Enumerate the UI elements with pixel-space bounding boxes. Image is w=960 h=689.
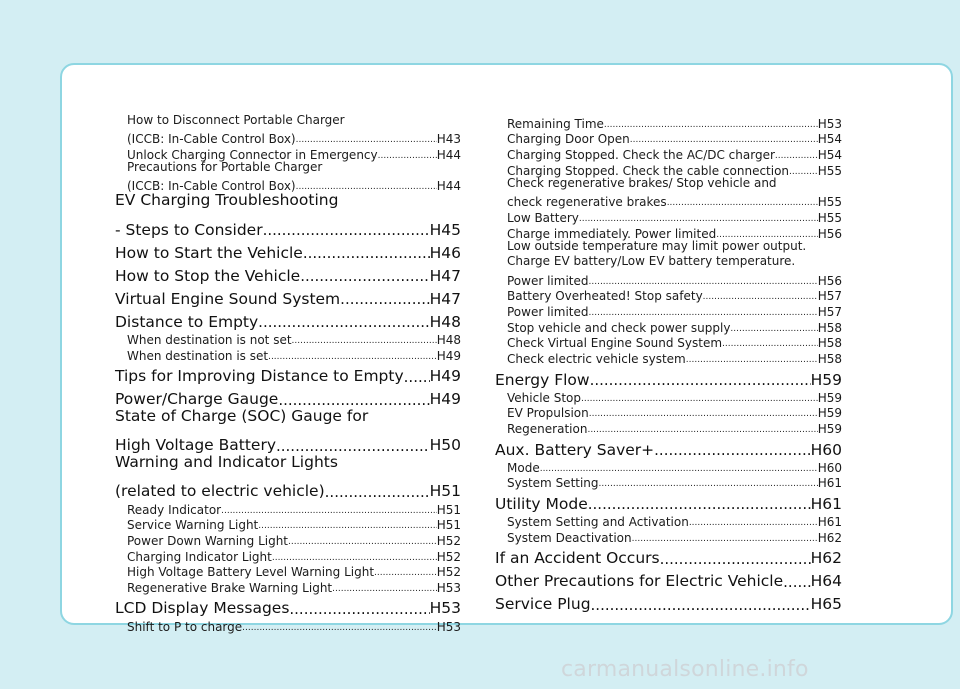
toc-dot-leader	[303, 246, 430, 261]
toc-entry-title: Aux. Battery Saver+	[495, 440, 655, 459]
toc-subsection-entry	[115, 161, 461, 177]
toc-page-number: H45	[429, 220, 461, 239]
toc-dot-leader	[632, 535, 818, 544]
toc-entry-title: When destination is set	[127, 348, 269, 363]
toc-subsection-entry	[495, 318, 842, 334]
toc-subsection-entry	[495, 458, 842, 474]
toc-dot-leader	[378, 152, 437, 161]
toc-page-number: H44	[436, 148, 461, 163]
toc-dot-leader	[589, 410, 818, 419]
watermark-text: carmanualsonline.info	[561, 657, 809, 682]
toc-dot-leader	[325, 485, 430, 500]
toc-page-number: H60	[817, 460, 842, 475]
toc-subsection-entry	[495, 287, 842, 303]
toc-entry-title: Warning and Indicator Lights	[115, 452, 338, 471]
toc-page-number: H57	[817, 289, 842, 304]
toc-page-number: H56	[817, 273, 842, 288]
toc-page-number: H55	[817, 163, 842, 178]
toc-subsection-entry	[495, 388, 842, 404]
toc-subsection-entry	[115, 547, 461, 563]
toc-page-number: H50	[429, 436, 461, 455]
toc-subsection-entry	[115, 114, 461, 130]
toc-entry-title: Charge EV battery/Low EV battery temperature.	[507, 254, 796, 269]
toc-page-number: H49	[436, 348, 461, 363]
toc-entry-title: Stop vehicle and check power supply	[507, 320, 731, 335]
toc-page-number: H48	[436, 333, 461, 348]
toc-subsection-entry	[495, 419, 842, 435]
toc-subsection-entry	[115, 563, 461, 579]
toc-subsection-entry	[495, 224, 842, 240]
toc-dot-leader	[288, 538, 437, 547]
toc-subsection-entry	[495, 177, 842, 193]
toc-subsection-entry	[495, 302, 842, 318]
toc-entry-title: Check electric vehicle system	[507, 352, 686, 366]
toc-page-number: H62	[810, 549, 842, 568]
toc-entry-title: State of Charge (SOC) Gauge for	[115, 406, 369, 425]
toc-entry-title: High Voltage Battery Level Warning Light	[127, 565, 375, 580]
toc-subsection-entry	[495, 512, 842, 528]
toc-dot-leader	[589, 278, 818, 287]
toc-dot-leader	[296, 136, 437, 145]
toc-entry-title: Check regenerative brakes/ Stop vehicle and	[507, 175, 777, 190]
toc-dot-leader	[604, 121, 818, 130]
toc-entry-title: Tips for Improving Distance to Empty	[115, 367, 404, 386]
toc-entry-title: How to Start the Vehicle	[115, 243, 303, 262]
toc-entry-title: Regenerative Brake Warning Light	[127, 580, 333, 595]
toc-page-number: H58	[817, 320, 842, 335]
toc-subsection-entry	[495, 145, 842, 161]
toc-subsection-entry	[115, 177, 461, 193]
toc-entry-title: Virtual Engine Sound System	[115, 289, 341, 308]
toc-dot-leader	[722, 340, 818, 349]
toc-page-number: H64	[810, 572, 842, 591]
toc-page-number: H53	[436, 619, 461, 634]
toc-page-number: H61	[817, 515, 842, 530]
toc-page-number: H54	[817, 148, 842, 163]
toc-entry-title: Other Precautions for Electric Vehicle	[495, 572, 784, 591]
toc-dot-leader	[730, 325, 817, 334]
toc-entry-title: Energy Flow	[495, 370, 590, 389]
toc-page-number: H47	[429, 289, 461, 308]
toc-page-number: H56	[817, 226, 842, 241]
toc-entry-title: Ready Indicator	[127, 502, 222, 517]
toc-right-column	[495, 114, 842, 613]
toc-page-number: H65	[810, 595, 842, 614]
toc-left-column	[115, 114, 461, 633]
toc-page-number: H52	[436, 565, 461, 580]
toc-subsection-entry	[495, 334, 842, 350]
toc-page-number: H44	[436, 179, 461, 194]
toc-page-number: H49	[429, 367, 461, 386]
toc-entry-title: Remaining Time	[507, 116, 604, 131]
toc-entry-title: Charge immediately. Power limited	[507, 226, 717, 241]
toc-subsection-entry	[495, 255, 842, 271]
toc-page-number: H59	[817, 406, 842, 421]
toc-section-entry	[495, 365, 842, 388]
toc-section-entry	[495, 435, 842, 458]
toc-dot-leader	[258, 315, 429, 330]
toc-dot-leader	[783, 575, 810, 590]
toc-page-number: H53	[436, 580, 461, 595]
toc-entry-title: LCD Display Messages	[115, 599, 290, 618]
toc-entry-title: EV Propulsion	[507, 406, 589, 421]
toc-page-number: H51	[436, 502, 461, 517]
toc-dot-leader	[588, 497, 811, 512]
toc-section-entry	[115, 408, 461, 431]
toc-page-number: H59	[817, 422, 842, 437]
toc-page-number: H61	[810, 494, 842, 513]
toc-page-number: H57	[817, 304, 842, 319]
toc-page-number: H52	[436, 533, 461, 548]
toc-dot-leader	[579, 215, 818, 224]
toc-dot-leader	[581, 395, 818, 404]
toc-page-number: H51	[429, 482, 461, 501]
toc-subsection-entry	[495, 192, 842, 208]
toc-entry-title: Battery Overheated! Stop safety	[507, 289, 703, 304]
toc-entry-title: System Setting	[507, 476, 599, 491]
toc-dot-leader	[689, 519, 818, 528]
toc-subsection-entry	[115, 130, 461, 146]
toc-entry-title: System Setting and Activation	[507, 515, 689, 530]
toc-dot-leader	[276, 439, 430, 454]
toc-subsection-entry	[115, 617, 461, 633]
toc-page-number: H51	[436, 518, 461, 533]
toc-subsection-entry	[115, 145, 461, 161]
toc-entry-title: check regenerative brakes	[507, 195, 667, 210]
toc-dot-leader	[278, 393, 429, 408]
toc-entry-title: When destination is not set	[127, 333, 292, 348]
toc-dot-leader	[630, 136, 818, 145]
toc-section-entry	[115, 284, 461, 307]
toc-subsection-entry	[495, 240, 842, 256]
toc-page-number: H59	[817, 390, 842, 405]
toc-entry-title: Low Battery	[507, 210, 579, 225]
toc-section-entry	[115, 362, 461, 385]
toc-entry-title: Charging Stopped. Check the cable connection	[507, 163, 790, 178]
toc-dot-leader	[590, 373, 811, 388]
toc-entry-title: Power Down Warning Light	[127, 533, 289, 548]
toc-entry-title: Utility Mode	[495, 494, 588, 513]
toc-entry-title: Service Warning Light	[127, 518, 259, 533]
toc-dot-leader	[599, 480, 818, 489]
toc-section-entry	[115, 454, 461, 477]
toc-page-number: H43	[436, 132, 461, 147]
toc-subsection-entry	[495, 349, 842, 365]
toc-page-number: H52	[436, 549, 461, 564]
toc-section-entry	[115, 192, 461, 215]
toc-entry-title: High Voltage Battery	[115, 436, 276, 455]
toc-entry-title: If an Accident Occurs	[495, 549, 660, 568]
toc-entry-title: Power limited	[507, 273, 589, 288]
toc-entry-title: Power/Charge Gauge	[115, 390, 279, 409]
toc-page-number: H58	[817, 352, 842, 366]
toc-dot-leader	[258, 522, 436, 531]
toc-section-entry	[495, 590, 842, 613]
toc-section-entry	[115, 431, 461, 454]
toc-subsection-entry	[495, 208, 842, 224]
toc-subsection-entry	[495, 404, 842, 420]
toc-subsection-entry	[115, 578, 461, 594]
toc-dot-leader	[660, 552, 811, 567]
toc-entry-title: Charging Door Open	[507, 132, 630, 147]
toc-page-number: H53	[817, 116, 842, 131]
toc-dot-leader	[374, 569, 437, 578]
toc-entry-title: Check Virtual Engine Sound System	[507, 336, 723, 351]
toc-section-entry	[115, 477, 461, 500]
toc-entry-title: Power limited	[507, 304, 589, 319]
toc-section-entry	[115, 385, 461, 408]
toc-dot-leader	[654, 443, 810, 458]
toc-subsection-entry	[115, 346, 461, 362]
toc-section-entry	[115, 594, 461, 617]
toc-section-entry	[495, 567, 842, 590]
toc-section-entry	[115, 215, 461, 238]
toc-section-entry	[115, 238, 461, 261]
toc-entry-title: Mode	[507, 460, 540, 475]
toc-entry-title: (related to electric vehicle)	[115, 482, 325, 501]
toc-dot-leader	[289, 602, 429, 617]
toc-entry-title: Distance to Empty	[115, 312, 259, 331]
toc-section-entry	[115, 261, 461, 284]
toc-subsection-entry	[115, 330, 461, 346]
toc-dot-leader	[404, 370, 430, 385]
toc-dot-leader	[591, 598, 811, 613]
toc-page-number: H59	[810, 370, 842, 389]
toc-dot-leader	[775, 152, 818, 161]
toc-page-number: H55	[817, 210, 842, 225]
toc-subsection-entry	[495, 271, 842, 287]
toc-dot-leader	[587, 426, 817, 435]
toc-dot-leader	[332, 585, 437, 594]
toc-entry-title: How to Disconnect Portable Charger	[127, 113, 345, 127]
toc-page-number: H53	[429, 599, 461, 618]
toc-entry-title: Unlock Charging Connector in Emergency	[127, 148, 378, 163]
toc-subsection-entry	[495, 528, 842, 544]
toc-entry-title: EV Charging Troubleshooting	[115, 191, 339, 210]
toc-entry-title: Precautions for Portable Charger	[127, 160, 323, 175]
toc-subsection-entry	[115, 516, 461, 532]
toc-entry-title: Shift to P to charge	[127, 619, 243, 634]
toc-page-number: H46	[429, 243, 461, 262]
toc-entry-title: Regeneration	[507, 422, 588, 437]
toc-dot-leader	[263, 223, 430, 238]
toc-dot-leader	[789, 168, 818, 177]
toc-page-number: H58	[817, 336, 842, 351]
toc-dot-leader	[540, 465, 818, 474]
toc-entry-title: (ICCB: In-Cable Control Box)	[127, 132, 296, 147]
toc-subsection-entry	[115, 500, 461, 516]
toc-dot-leader	[242, 624, 437, 633]
toc-page-number: H62	[817, 530, 842, 545]
toc-entry-title: (ICCB: In-Cable Control Box)	[127, 179, 296, 194]
toc-subsection-entry	[495, 130, 842, 146]
toc-page-number: H47	[429, 266, 461, 285]
toc-page-number: H61	[817, 476, 842, 491]
toc-entry-title: System Deactivation	[507, 530, 632, 545]
toc-dot-leader	[221, 507, 437, 516]
toc-dot-leader	[292, 337, 437, 346]
toc-entry-title: Service Plug	[495, 595, 591, 614]
toc-subsection-entry	[495, 161, 842, 177]
toc-entry-title: Low outside temperature may limit power output.	[507, 238, 807, 253]
toc-subsection-entry	[495, 474, 842, 490]
toc-page	[60, 63, 953, 634]
toc-page-number: H49	[429, 390, 461, 409]
toc-entry-title: Charging Stopped. Check the AC/DC charger	[507, 148, 775, 163]
toc-dot-leader	[686, 356, 818, 365]
toc-section-entry	[495, 489, 842, 512]
toc-entry-title: How to Stop the Vehicle	[115, 266, 301, 285]
toc-dot-leader	[667, 199, 818, 208]
toc-entry-title: - Steps to Consider	[115, 220, 263, 239]
toc-entry-title: Charging Indicator Light	[127, 549, 272, 564]
toc-page-number: H60	[810, 440, 842, 459]
toc-dot-leader	[340, 292, 429, 307]
toc-dot-leader	[268, 353, 437, 362]
toc-subsection-entry	[115, 531, 461, 547]
toc-section-entry	[115, 307, 461, 330]
toc-entry-title: Vehicle Stop	[507, 390, 582, 405]
toc-page-number: H48	[429, 312, 461, 331]
toc-subsection-entry	[495, 114, 842, 130]
toc-page-number: H55	[817, 195, 842, 210]
toc-dot-leader	[272, 554, 437, 563]
toc-section-entry	[495, 544, 842, 567]
toc-dot-leader	[703, 293, 818, 302]
toc-dot-leader	[589, 309, 818, 318]
toc-dot-leader	[300, 269, 429, 284]
toc-page-number: H54	[817, 132, 842, 147]
